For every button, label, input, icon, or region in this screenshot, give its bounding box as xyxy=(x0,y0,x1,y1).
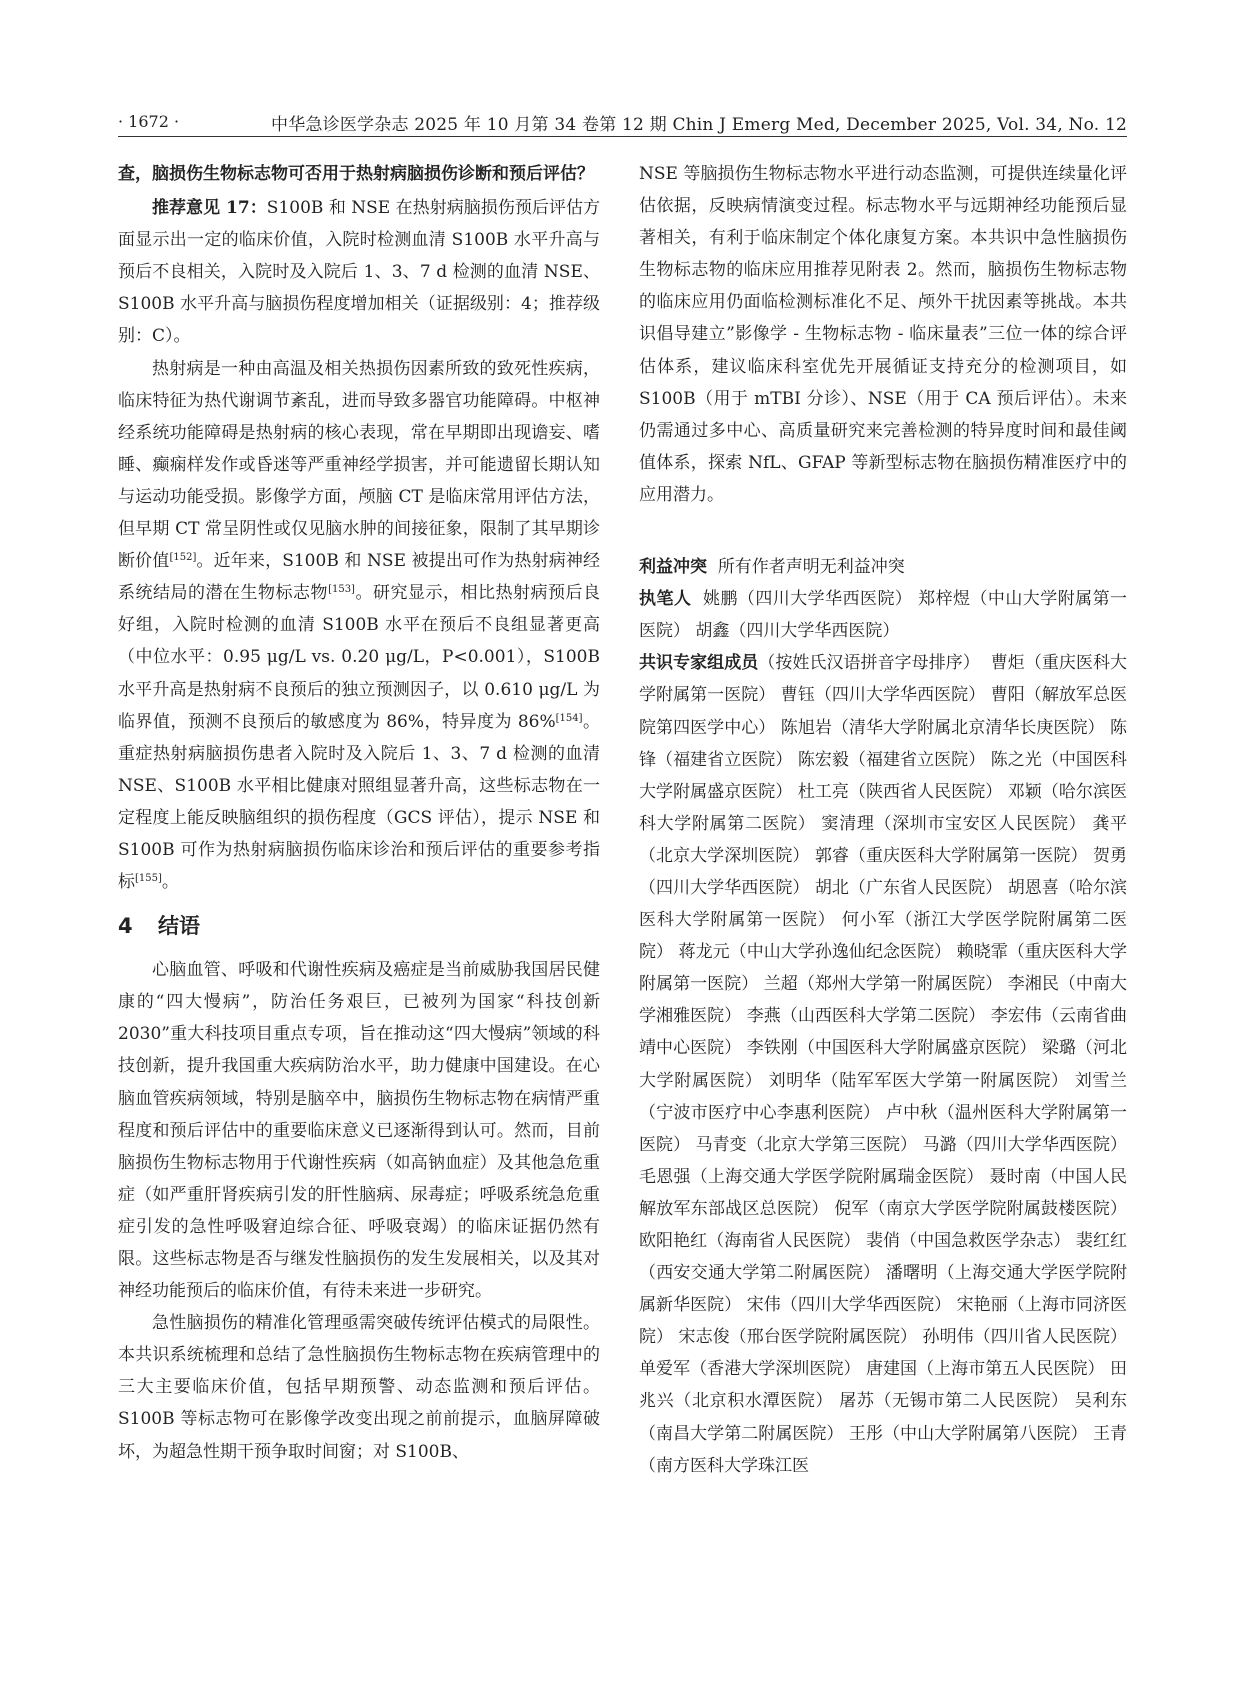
right-column xyxy=(639,158,1127,1482)
recommendation-17 xyxy=(118,192,600,352)
conflict-text: 所有作者声明无利益冲突 xyxy=(717,557,905,578)
text-run: 热射病是一种由高温及相关热损伤因素所致的致死性疾病，临床特征为热代谢调节紊乱，进而导致多器官功能障碍。中枢神经系统功能障碍是热射病的核心表现，常在早期即出现谵妄、嗜睡、癫痫样发作或昏迷等严重神经学损害，并可能遗留长期认知与运动功能受损。影像学方面，颅脑 CT 是临床常用评估方法，但早期 CT 常呈阴性或仅见脑水肿的间接征象，限制了其早期诊断价值 xyxy=(118,358,600,572)
recommendation-label: 推荐意见 17： xyxy=(152,198,267,219)
paragraph-conclusion-2: 急性脑损伤的精准化管理亟需突破传统评估模式的局限性。本共识系统梳理和总结了急性脑损伤生物标志物在疾病管理中的三大主要临床价值，包括早期预警、动态监测和预后评估。S100B 等标志物可在影像学改变出现之前前提示，血脑屏障破坏，为超急性期干预争取时间窗；对 S100B、 xyxy=(118,1313,600,1462)
citation: [155] xyxy=(135,873,162,885)
experts-text: 曹炬（重庆医科大学附属第一医院） 曹钰（四川大学华西医院） 曹阳（解放军总医院第四医学中心） 陈旭岩（清华大学附属北京清华长庚医院） 陈锋（福建省立医院） 陈宏毅（福建省立医院） 陈之光（中国医科大学附属盛京医院） 杜工亮（陕西省人民医院） 邓颖（哈尔滨医科大学附属第二医院） 窦清理（深圳市宝安区人民医院） 龚平（北京大学深圳医院） 郭睿（重庆医科大学附属第一医院） 贺勇（四川大学华西医院） 胡北（广东省人民医院） 胡恩喜（哈尔滨医科大学附属第一医院） 何小军（浙江大学医学院附属第二医院） 蒋龙元（中山大学孙逸仙纪念医院） 赖晓霏（重庆医科大学附属第一医院） 兰超（郑州大学第一附属医院） 李湘民（中南大学湘雅医院） 李燕（山西医科大学第二医院） 李宏伟（云南省曲靖中心医院） 李铁刚（中国医科大学附属盛京医院） 梁璐（河北大学附属医院） 刘明华（陆军军医大学第一附属医院） 刘雪兰（宁波市医疗中心李惠利医院） 卢中秋（温州医科大学附属第一医院） 马青变（北京大学第三医院） 马潞（四川大学华西医院） 毛恩强（上海交通大学医学院附属瑞金医院） 聂时南（中国人民解放军东部战区总医院） 倪军（南京大学医学院附属鼓楼医院） 欧阳艳红（海南省人民医院） 裴俏（中国急救医学杂志） 裴红红（西安交通大学第二附属医院） 潘曙明（上海交通大学医学院附属新华医院） 宋伟（四川大学华西医院） 宋艳丽（上海市同济医院） 宋志俊（邢台医学院附属医院） 孙明伟（四川省人民医院） 单爱军（香港大学深圳医院） 唐建国（上海市第五人民医院） 田兆兴（北京积水潭医院） 屠苏（无锡市第二人民医院） 吴利东（南昌大学第二附属医院） 王彤（中山大学附属第八医院） 王青（南方医科大学珠江医 xyxy=(639,653,1128,1476)
question-heading: 查，脑损伤生物标志物可否用于热射病脑损伤诊断和预后评估？ xyxy=(118,164,594,184)
section-number: 4 xyxy=(118,914,133,939)
citation: [154] xyxy=(555,712,583,724)
section-title: 结语 xyxy=(158,914,200,939)
header-rule xyxy=(118,136,1127,137)
recommendation-text: S100B 和 NSE 在热射病脑损伤预后评估方面显示出一定的临床价值，入院时检测血清 S100B 水平升高与预后不良相关，入院时及入院后 1、3、7 d 检测的血清 NSE、S100B 水平升高与脑损伤程度增加相关（证据级别：4；推荐级别：C）。 xyxy=(118,198,600,347)
left-column xyxy=(118,158,600,1468)
expert-panel xyxy=(639,647,1127,1481)
page-number: · 1672 · xyxy=(118,112,180,131)
text-run: 。重症热射病脑损伤患者入院时及入院后 1、3、7 d 检测的血清 NSE、S100B 水平相比健康对照组显著升高，这些标志物在一定程度上能反映脑组织的损伤程度（GCS 评估），提示 NSE 和 S100B 可作为热射病脑损伤临床诊治和预后评估的重要参考指标 xyxy=(118,711,600,893)
citation: [153] xyxy=(328,584,355,596)
paragraph-conclusion-cont: NSE 等脑损伤生物标志物水平进行动态监测，可提供连续量化评估依据，反映病情演变过程。标志物水平与远期神经功能预后显著相关，有利于临床制定个体化康复方案。本共识中急性脑损伤生物标志物的临床应用推荐见附表 2。然而，脑损伤生物标志物的临床应用仍面临检测标准化不足、颅外干扰因素等挑战。本共识倡导建立”影像学 - 生物标志物 - 临床量表”三位一体的综合评估体系，建议临床科室优先开展循证支持充分的检测项目，如 S100B（用于 mTBI 分诊）、NSE（用于 CA 预后评估）。未来仍需通过多中心、高质量研究来完善检测的特异度时间和最佳阈值体系，探索 NfL、GFAP 等新型标志物在脑损伤精准医疗中的应用潜力。 xyxy=(639,164,1127,505)
section-heading xyxy=(118,911,600,941)
writers xyxy=(639,583,1127,647)
citation: [152] xyxy=(169,552,197,564)
text-run: 。 xyxy=(161,872,179,893)
paragraph-heatstroke xyxy=(118,353,600,899)
text-run: 。近年来，S100B 和 NSE 被提出可作为热射病神经系统结局的潜在生物标志物 xyxy=(118,551,601,604)
experts-note: （按姓氏汉语拼音字母排序） xyxy=(758,653,980,674)
writers-text: 姚鹏（四川大学华西医院） 郑梓煜（中山大学附属第一医院） 胡鑫（四川大学华西医院） xyxy=(639,589,1128,642)
writers-label: 执笔人 xyxy=(639,589,692,610)
journal-header: 中华急诊医学杂志 2025 年 10 月第 34 卷第 12 期 Chin J Emerg Med, December 2025, Vol. 34, No. 12 xyxy=(271,115,1127,135)
text-run: 。研究显示，相比热射病预后良好组，入院时检测的血清 S100B 水平在预后不良组显著更高（中位水平：0.95 μg/L vs. 0.20 μg/L，P<0.001），S100B 水平升高是热射病不良预后的独立预测因子，以 0.610 μg/L 为临界值，预测不良预后的敏感度为 86%，特异度为 86% xyxy=(118,583,601,732)
spacer xyxy=(639,511,1127,551)
conflict-label: 利益冲突 xyxy=(639,557,707,578)
conflict-of-interest xyxy=(639,551,1127,583)
experts-label: 共识专家组成员 xyxy=(639,653,759,674)
paragraph-conclusion-1: 心脑血管、呼吸和代谢性疾病及癌症是当前威胁我国居民健康的“四大慢病”，防治任务艰巨，已被列为国家“科技创新 2030”重大科技项目重点专项，旨在推动这“四大慢病”领域的科技创新，提升我国重大疾病防治水平，助力健康中国建设。在心脑血管疾病领域，特别是脑卒中，脑损伤生物标志物在病情严重程度和预后评估中的重要临床意义已逐渐得到认可。然而，目前脑损伤生物标志物用于代谢性疾病（如高钠血症）及其他急危重症（如严重肝肾疾病引发的肝性脑病、尿毒症；呼吸系统急危重症引发的急性呼吸窘迫综合征、呼吸衰竭）的临床证据仍然有限。这些标志物是否与继发性脑损伤的发生发展相关，以及其对神经功能预后的临床价值，有待未来进一步研究。 xyxy=(118,960,600,1302)
